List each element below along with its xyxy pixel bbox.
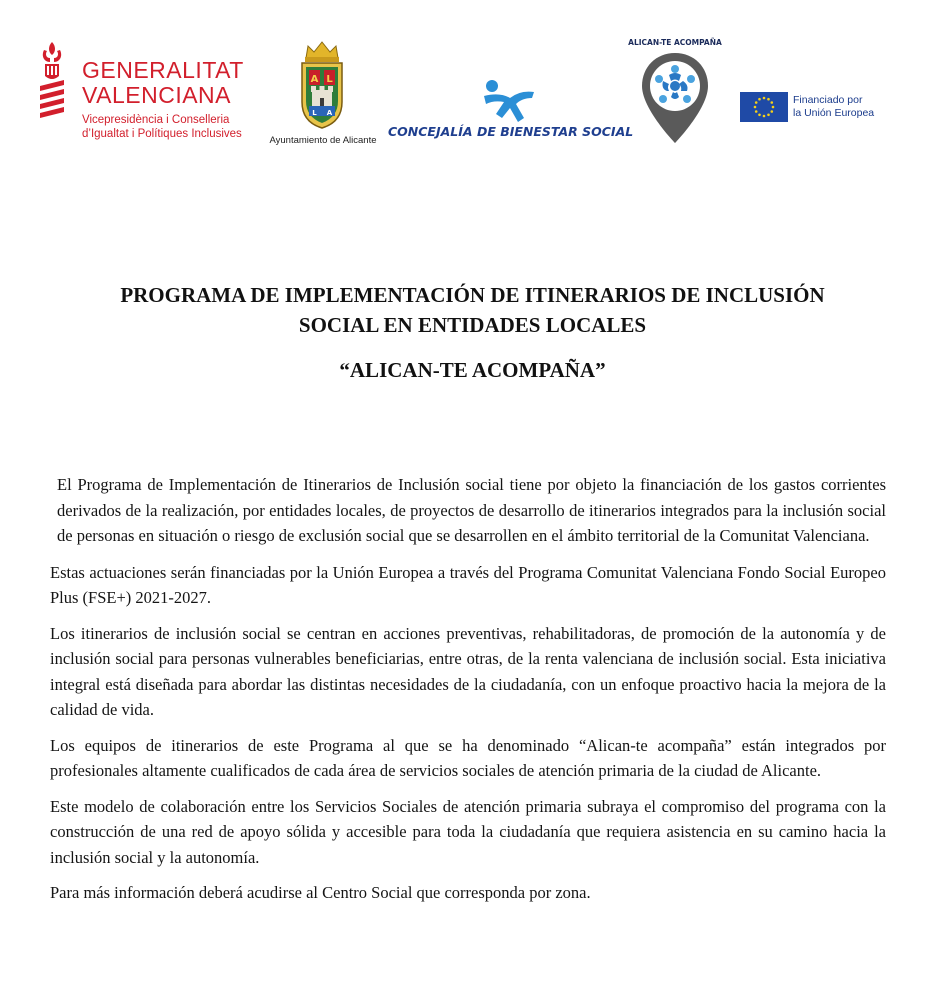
paragraph-equipos: Los equipos de itinerarios de este Programa al que se ha denominado “Alican-te acompaña” están integrados por profesionales altamente cualificados de cada área de servicios sociales de atención primaria de la ciudad de Alicante.: [50, 735, 886, 780]
svg-text:A: A: [326, 109, 333, 117]
eu-funding-label: [793, 94, 874, 120]
acompana-label: ALICAN-TE ACOMPAÑA: [628, 38, 722, 47]
alicante-coat-of-arms-icon: [292, 40, 352, 132]
paragraph-colaboracion: Este modelo de colaboración entre los Servicios Sociales de atención primaria subraya el compromiso del programa con la construcción de una red de apoyo sólida y accesible para toda la ciudadanía que requiera asistencia en su camino hacia la inclusión social y la autonomía.: [50, 796, 886, 867]
eu-funding-logo: [740, 92, 940, 124]
paragraph-itinerarios: Los itinerarios de inclusión social se centran en acciones preventivas, rehabilitadoras, de promoción de la autonomía y de inclusión social para personas vulnerables beneficiarias, entre otras, de la renta valenciana de inclusión social. Esta iniciativa integral está diseñada para abordar las distintas necesidades de la ciudadanía, con un enfoque proactivo hacia la mejora de la calidad de vida.: [50, 623, 886, 719]
running-figure-icon: [480, 78, 538, 124]
generalitat-name-line2: VALENCIANA: [82, 82, 232, 108]
alicante-acompana-logo: [620, 38, 730, 148]
document-title-line2: SOCIAL EN ENTIDADES LOCALES: [298, 313, 647, 337]
generalitat-emblem-icon: [38, 40, 78, 124]
paragraph-financiacion: Estas actuaciones serán financiadas por la Unión Europea a través del Programa Comunitat Valenciana Fondo Social Europeo Plus (FSE+) 2021-2027.: [50, 562, 886, 607]
logo-header: [0, 0, 945, 160]
location-pin-icon: [639, 51, 711, 145]
svg-text:L: L: [312, 109, 317, 117]
generalitat-department: [82, 113, 242, 141]
generalitat-name: [82, 58, 244, 108]
generalitat-valenciana-logo: [38, 40, 263, 150]
generalitat-sub-line2: d’Igualtat i Polítiques Inclusives: [82, 128, 242, 140]
ayuntamiento-label: Ayuntamiento de Alicante: [269, 135, 377, 146]
generalitat-sub-line1: Vicepresidència i Conselleria: [82, 114, 230, 126]
document-body: [50, 472, 886, 916]
ayuntamiento-alicante-logo: [262, 40, 384, 150]
eu-flag-icon: [740, 92, 788, 122]
svg-text:L: L: [326, 74, 333, 85]
bienestar-label: CONCEJALÍA DE BIENESTAR SOCIAL: [388, 124, 634, 139]
generalitat-name-line1: GENERALITAT: [82, 57, 244, 83]
paragraph-objeto: El Programa de Implementación de Itinerarios de Inclusión social tiene por objeto la financiación de los gastos corrientes derivados de la realización, por entidades locales, de proyectos de desarrollo de itinerarios integrados para la inclusión social de personas en situación o riesgo de exclusión social que se desarrollen en el ámbito territorial de la Comunitat Valenciana.: [57, 475, 886, 545]
document-title: [40, 280, 905, 340]
eu-label-line1: Financiado por: [793, 94, 863, 106]
paragraph-informacion: Para más información deberá acudirse al Centro Social que corresponda por zona.: [50, 883, 591, 902]
svg-text:A: A: [310, 74, 319, 85]
bienestar-social-logo: [388, 78, 633, 148]
eu-label-line2: la Unión Europea: [793, 107, 875, 119]
document-title-line1: PROGRAMA DE IMPLEMENTACIÓN DE ITINERARIOS DE INCLUSIÓN: [120, 283, 825, 307]
document-subtitle: “ALICAN-TE ACOMPAÑA”: [339, 358, 606, 382]
